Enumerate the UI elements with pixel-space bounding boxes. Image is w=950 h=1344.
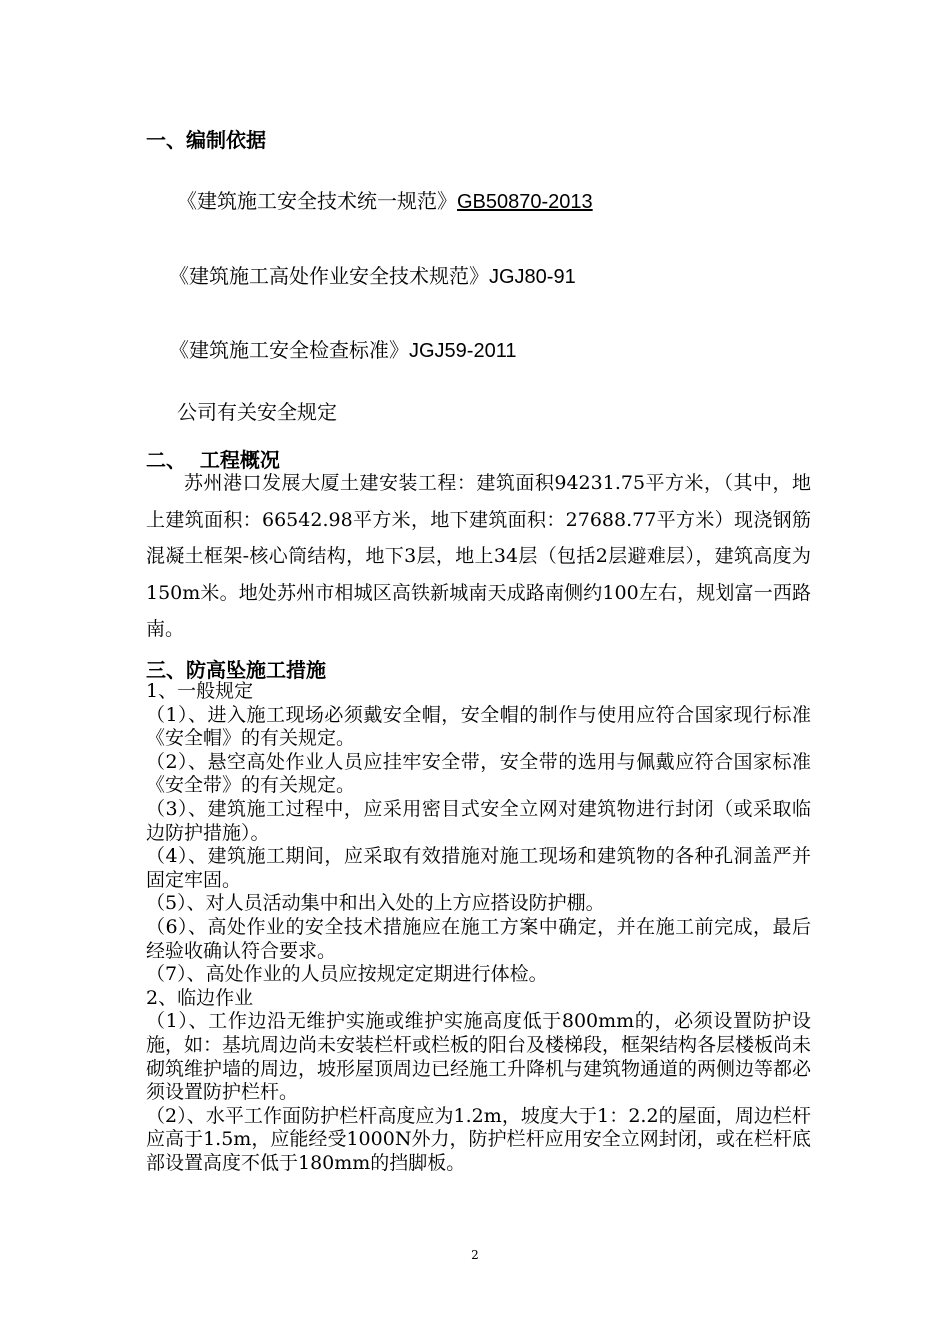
list-item: （2）、悬空高处作业人员应挂牢安全带，安全带的选用与佩戴应符合国家标准《安全带》的有关规定。 — [146, 750, 811, 797]
subsection-general-title: 1、一般规定 — [146, 680, 254, 702]
company-rule: 公司有关安全规定 — [177, 400, 337, 424]
reference-item-3 — [169, 334, 516, 363]
list-item: （1）、工作边沿无维护实施或维护实施高度低于800mm的，必须设置防护设施，如：基坑周边尚未安装栏杆或栏板的阳台及楼梯段，框架结构各层楼板尚未砌筑维护墙的周边，坡形屋顶周边已经施工升降机与建筑物通道的两侧边等都必须设置防护栏杆。 — [146, 1010, 812, 1104]
list-item: （3）、建筑施工过程中，应采用密目式安全立网对建筑物进行封闭（或采取临边防护措施）。 — [146, 797, 811, 844]
reference-item-1 — [177, 185, 593, 214]
reference-name: 《建筑施工安全检查标准》 — [169, 338, 409, 362]
reference-name: 《建筑施工高处作业安全技术规范》 — [169, 264, 489, 288]
reference-code: GB50870-2013 — [457, 191, 593, 213]
page-number: 2 — [471, 1248, 479, 1262]
reference-name: 《建筑施工安全技术统一规范》 — [177, 189, 457, 213]
list-item: （1）、进入施工现场必须戴安全帽，安全帽的制作与使用应符合国家现行标准《安全帽》的有关规定。 — [146, 703, 811, 750]
section-2-title: 二、 工程概况 — [146, 448, 280, 472]
reference-code: JGJ80-91 — [489, 266, 576, 288]
subsection-edge-work-title: 2、临边作业 — [146, 986, 254, 1009]
list-item: （4）、建筑施工期间，应采取有效措施对施工现场和建筑物的各种孔洞盖严并固定牢固。 — [146, 845, 811, 891]
section-3-body — [146, 680, 811, 1175]
reference-code: JGJ59-2011 — [409, 340, 517, 362]
list-item: （5）、对人员活动集中和出入处的上方应搭设防护棚。 — [146, 892, 605, 915]
list-item: （7）、高处作业的人员应按规定定期进行体检。 — [146, 963, 548, 986]
section-1-title: 一、编制依据 — [146, 128, 266, 152]
reference-item-2 — [169, 260, 576, 289]
project-overview-text: 苏州港口发展大厦土建安装工程：建筑面积94231.75平方米，（其中，地上建筑面积：66542.98平方米，地下建筑面积：27688.77平方米）现浇钢筋混凝土框架-核心筒结构，地下3层，地上34层（包括2层避难层），建筑高度为150m米。地处苏州市相城区高铁新城南天成路南侧约100左右，规划富一西路南。 — [146, 472, 811, 640]
section-3-title: 三、防高坠施工措施 — [146, 658, 326, 682]
list-item: （6）、高处作业的安全技术措施应在施工方案中确定，并在施工前完成，最后经验收确认符合要求。 — [146, 915, 811, 962]
list-item: （2）、水平工作面防护栏杆高度应为1.2m，坡度大于1：2.2的屋面，周边栏杆应高于1.5m，应能经受1000N外力，防护栏杆应用安全立网封闭，或在栏杆底部设置高度不低于180mm的挡脚板。 — [146, 1104, 811, 1174]
